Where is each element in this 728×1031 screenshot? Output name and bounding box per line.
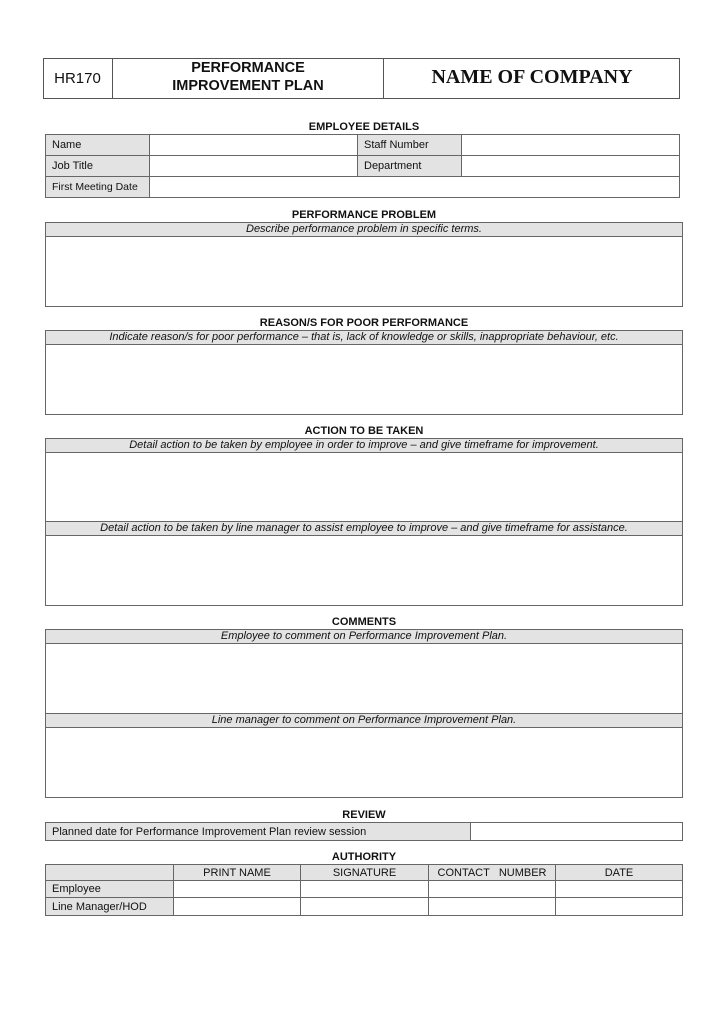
comments-title: COMMENTS — [331, 616, 397, 628]
employee-details-title: EMPLOYEE DETAILS — [308, 121, 420, 133]
staff-number-label: Staff Number — [357, 134, 462, 156]
department-field[interactable] — [461, 155, 680, 177]
performance-problem-instruction: Describe performance problem in specific terms. — [45, 222, 683, 237]
manager-date-field[interactable] — [555, 897, 683, 916]
col-signature: SIGNATURE — [300, 864, 429, 881]
review-date-label: Planned date for Performance Improvement Plan review session — [45, 822, 471, 841]
manager-print-name-field[interactable] — [173, 897, 301, 916]
col-print-name: PRINT NAME — [173, 864, 301, 881]
form-code: HR170 — [43, 58, 113, 99]
authority-corner — [45, 864, 174, 881]
employee-comment-field[interactable] — [45, 644, 683, 714]
first-meeting-date-field[interactable] — [149, 176, 680, 198]
row-line-manager: Line Manager/HOD — [45, 897, 174, 916]
action-title: ACTION TO BE TAKEN — [304, 425, 424, 437]
authority-title: AUTHORITY — [331, 851, 397, 863]
employee-date-field[interactable] — [555, 880, 683, 898]
reasons-field[interactable] — [45, 345, 683, 415]
employee-signature-field[interactable] — [300, 880, 429, 898]
performance-problem-title: PERFORMANCE PROBLEM — [291, 209, 437, 221]
manager-action-instruction: Detail action to be taken by line manager to assist employee to improve – and give timeframe for assistance. — [45, 521, 683, 536]
form-title — [113, 59, 384, 99]
manager-comment-instruction: Line manager to comment on Performance Improvement Plan. — [45, 713, 683, 728]
job-title-label: Job Title — [45, 155, 150, 177]
job-title-field[interactable] — [149, 155, 358, 177]
employee-contact-field[interactable] — [428, 880, 556, 898]
col-contact-number: CONTACT NUMBER — [428, 864, 556, 881]
employee-comment-instruction: Employee to comment on Performance Improvement Plan. — [45, 629, 683, 644]
performance-problem-field[interactable] — [45, 237, 683, 307]
reasons-instruction: Indicate reason/s for poor performance – that is, lack of knowledge or skills, inappropriate behaviour, etc. — [45, 330, 683, 345]
col-date: DATE — [555, 864, 683, 881]
employee-action-field[interactable] — [45, 453, 683, 522]
employee-action-instruction: Detail action to be taken by employee in order to improve – and give timeframe for improvement. — [45, 438, 683, 453]
employee-print-name-field[interactable] — [173, 880, 301, 898]
review-date-field[interactable] — [470, 822, 683, 841]
title-line-2: IMPROVEMENT PLAN — [172, 78, 324, 94]
reasons-title: REASON/S FOR POOR PERFORMANCE — [259, 317, 469, 329]
title-line-1: PERFORMANCE — [191, 60, 305, 76]
name-field[interactable] — [149, 134, 358, 156]
first-meeting-date-label: First Meeting Date — [45, 176, 150, 198]
department-label: Department — [357, 155, 462, 177]
manager-signature-field[interactable] — [300, 897, 429, 916]
name-label: Name — [45, 134, 150, 156]
manager-comment-field[interactable] — [45, 728, 683, 798]
review-title: REVIEW — [342, 809, 386, 821]
row-employee: Employee — [45, 880, 174, 898]
manager-action-field[interactable] — [45, 536, 683, 606]
manager-contact-field[interactable] — [428, 897, 556, 916]
company-name: NAME OF COMPANY — [431, 65, 633, 88]
staff-number-field[interactable] — [461, 134, 680, 156]
